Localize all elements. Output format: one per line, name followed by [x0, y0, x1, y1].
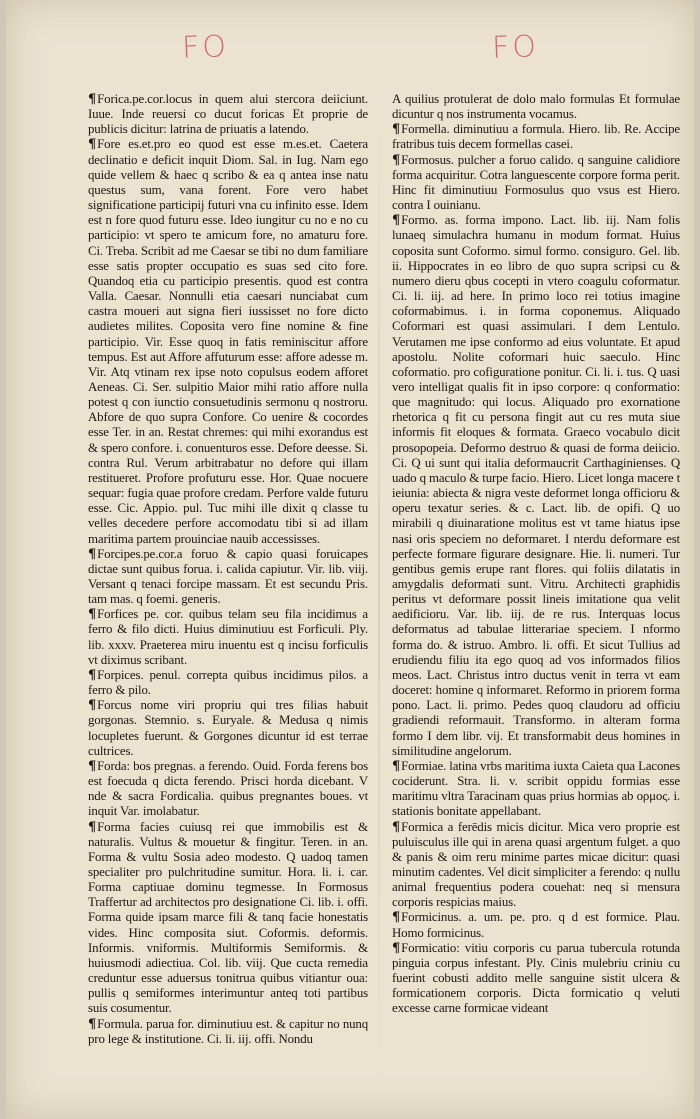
- right-column: [392, 92, 680, 1017]
- entry-forpices: [88, 668, 368, 698]
- entry-formula: [88, 1017, 368, 1047]
- entry-text: Forfices pe. cor. quibus telam seu fila incidimus a ferro & filo dicti. Huius diminutiuu est Forficuli. Ply. lib. xxxv. Praeterea miru inuentu est q incisu forficulis vt diximus scribant.: [88, 607, 368, 667]
- pilcrow-mark: ¶: [88, 698, 97, 714]
- pilcrow-mark: ¶: [88, 758, 97, 774]
- pilcrow-mark: ¶: [88, 546, 97, 562]
- pilcrow-mark: ¶: [392, 940, 401, 956]
- entry-text: Formiae. latina vrbs maritima iuxta Caieta qua Lacones cociderunt. Stra. li. v. scribit oppidu formias esse maritimu vltra Taracinam quas prius hormias ab ορμος. i. stationis bonitate appellabant.: [392, 758, 680, 819]
- entry-formica: [392, 820, 680, 911]
- pilcrow-mark: ¶: [392, 910, 401, 926]
- entry-text: Formula. parua for. diminutiuu est. & capitur no nunq pro lege & institutione. Ci. li. iij. offi. Nondu: [88, 1016, 368, 1046]
- pilcrow-mark: ¶: [88, 1016, 97, 1032]
- entry-text: Formicinus. a. um. pe. pro. q d est formice. Plau. Homo formicinus.: [392, 910, 680, 940]
- entry-forfices: [88, 607, 368, 668]
- entry-formo: [392, 213, 680, 759]
- entry-formicinus: [392, 910, 680, 940]
- entry-text: Formo. as. forma impono. Lact. lib. iij. Nam folis lunaeq simulachra humanu in modum format. Huius coposita sunt Coformo. simul formo. consiguro. Gel. lib. ii. Hippocrates in eo libro de quo supra scripsi cu & numero dieru qbus cocepti in vtero coagulu coformatur. Ci. li. iij. ad here. In primo loco rei totius imagine coformabimus. i. in forma coponemus. Aliquado Coformari est quasi assimulari. I dem Lentulo. Verutamen me ipse conformo ad eius voluntate. Et apud apostolu. Nolite coformari huic saeculo. Hinc coformatio. pro cofiguratione ponitur. Ci. li. i. tus. Q uasi vero intelligat qualis fit in ipso corpore: q conformatio: que magnitudo: qui locus. Aliquado pro exornatione rhetorica q fit cu persona fingit aut cu res muta siue informis fit eloques & formata. Graeco vocabulo dicit prosopopeia. Deformo destruo & quasi de forma deiicio. Ci. Q ui sunt qui italia deformaucrit Carthaginienses. Q uado q maculo & turpe facio. Hiero. Licet longa macere t ieiunia: abiecta & nigra veste deformet longa officioru & operu texatur series. & c. Lact. lib. de opifi. Q uo mirabili q diuinaratione molitus est vt tame hiatus ipse nasi oris speciem no deformaret. I nterdu deformare est perfecte formare figurare designare. Hie. li. numeri. Tur gentibus gemis erupe rant flores. qui foliis dilatatis in amygdalis deformati sunt. Vitru. Architecti graphidis peritus vt deformare possit lineis imitatione qua velit aedificioru. Var. lib. iij. de re rus. Interquas locus deformatus ad tabulae litterariae speciem. I nformo forma do. & istruo. Ambro. li. offi. Et sicut Tullius ad erudiendu filiu ita ego quoq ad vos informados filios meos. Lact. Christus intro ductus venit in terra vt eam doceret: homine q informaret. Reformo in priorem forma pono. Lact. li. primo. Pedes quoq claudoru ad officiu gradiendi reformauit. Transformo. in alteram forma formo I dem libr. vij. Et transformabit deus homines in similitudine angelorum.: [392, 213, 680, 758]
- entry-text: Formella. diminutiuu a formula. Hiero. lib. Re. Accipe fratribus tuis decem formellas casei.: [392, 122, 680, 152]
- pilcrow-mark: ¶: [88, 667, 97, 683]
- entry-forica: [88, 92, 368, 137]
- pilcrow-mark: ¶: [392, 213, 401, 229]
- entry-text: A quilius protulerat de dolo malo formulas Et formulae dicuntur q nos instrumenta vocamus.: [392, 92, 680, 122]
- entry-forcipes: [88, 547, 368, 608]
- entry-text: Forma facies cuiusq rei que immobilis est & naturalis. Vultus & mouetur & fingitur. Teren. in an. Forma & vultu Sosia adeo modesto. Q uadoq tamen specialiter pro pulchritudine sumitur. Hora. li. i. car. Forma captiuae dominu tegmesse. In Formosus Traffertur ad architectos pro designatione Ci. lib. i. offi. Forma quide ipsam marce fili & tanq facie honestatis vides. Hinc composita siut. Coformis. deformis. Informis. vniformis. Multiformis Semiformis. & huiusmodi adiectiua. Col. lib. viij. Que cucta remedia creduntur esse aduersus tonitrua quibus vitiantur oua: pullis q semiformes interimuntur anteq toti partibus suis cosumentur.: [88, 819, 368, 1016]
- entry-formiae: [392, 759, 680, 820]
- pilcrow-mark: ¶: [392, 758, 401, 774]
- entry-formella: [392, 122, 680, 152]
- entry-forma: [88, 820, 368, 1017]
- entry-formosus: [392, 153, 680, 214]
- entry-text: Formosus. pulcher a foruo calido. q sanguine calidiore forma acquiritur. Cotra languescente corpore forma perit. Hinc fit diminutiuu Formosulus quo vsus est Hiero. contra I ouinianu.: [392, 152, 680, 213]
- book-page: [6, 0, 694, 1119]
- entry-fore: [88, 137, 368, 546]
- pilcrow-mark: ¶: [392, 819, 401, 835]
- entry-continuation: [392, 92, 680, 122]
- entry-text: Forda: bos pregnas. a ferendo. Ouid. Forda ferens bos est foecuda q dicta ferendo. Prisci horda dicebant. V nde & sacra Fordicalia. quibus pregnantes boues. vt inquit Var. imolabatur.: [88, 758, 368, 819]
- entry-text: Forpices. penul. correpta quibus incidimus pilos. a ferro & pilo.: [88, 667, 368, 698]
- column-gutter: [378, 90, 380, 1090]
- margin-note-right: FO: [491, 29, 540, 66]
- entry-text: Formicatio: vitiu corporis cu parua tubercula rotunda pinguia corpus infestant. Ply. Cinis mulebriu criniu cu fuerint cobusti addito melle sanguine sistit ulcera & formicationem corporis. Dicta formicatio q veluti excesse carne formicae videant: [392, 940, 680, 1016]
- pilcrow-mark: ¶: [88, 137, 97, 153]
- entry-forda: [88, 759, 368, 820]
- left-column: [88, 92, 368, 1047]
- pilcrow-mark: ¶: [88, 607, 97, 623]
- entry-forcus: [88, 698, 368, 759]
- entry-text: Forcus nome viri propriu qui tres filias habuit gorgonas. Stemnio. s. Euryale. & Medusa q nimis locupletes fuerunt. & Gorgones dicuntur id est terrae cultrices.: [88, 698, 368, 758]
- entry-text: Forica.pe.cor.locus in quem alui stercora deiiciunt. Iuue. Inde reuersi co ducut foricas Et proprie de publicis dicitur: latrina de priuatis a latendo.: [88, 92, 368, 137]
- entry-text: Fore es.et.pro eo quod est esse m.es.et. Caetera declinatio e deficit inquit Diom. Sal. in Iug. Nam ego quide vellem & haec q scribo & ea q antea inse natu questus sum, vana forent. Fore vero habet significatione participij futuri vna cu infinito esse. Idem est n fore quod futuru esse. Ideo iungitur cu no e no cu participio: vt spero te amicum fore, no amaturu fore. Ci. Treba. Scribit ad me Caesar se tibi no dum familiare esse satis propter occupatio es suas sed cito fore. Quandoq etia cu participio presentis. quod est contra Valla. Caesar. Nonnulli etia caesari nunciabat cum castra moueri aut signa fieri iussisset no fore dicto audietes milites. Coposita vero fine nomine & fine participio. Vir. Esse quoq in fatis reminiscitur affore tempus. Est aut Affore affuturum esse: affore adesse m. Vir. Atq vtinam rex ipse noto copulsus eodem afforet Aeneas. Ci. Ser. sulpitio Maior mihi ratio affore nulla potest q con iunctio consuetudinis sermonu q nostroru. Abfore de quo supra Confore. Co uenire & cocordes esse Ter. in an. Restat chremes: qui mihi exorandus est & spero confore. i. conuenturos esse. Defore deesse. Si. contra Rul. Verum arbitrabatur no defore qui illam restitueret. Profore profuturu esse. Hor. Quae nocuere sequar: fugia quae profore credam. Perfore valde futuru esse. Cic. Appio. pul. Tuc mihi ille dixit q classe tu velles decedere perfore accomodatu tibi si ad illam maritima partem prouinciae nauib accessisses.: [88, 137, 368, 546]
- entry-formicatio: [392, 941, 680, 1017]
- pilcrow-mark: ¶: [392, 122, 401, 138]
- margin-note-left: FO: [181, 29, 230, 66]
- entry-text: Formica a ferēdis micis dicitur. Mica vero proprie est puluisculus ille qui in arena quasi argentum fulget. a quo & panis & oim reru minime partes micae dicitur: quasi minutim cadentes. Vel dicit simpliciter a ferendo: q nullu animal frequentius podera couehat: neq si mensura corporis respicias maius.: [392, 819, 680, 910]
- pilcrow-mark: ¶: [88, 819, 97, 835]
- pilcrow-mark: ¶: [392, 152, 401, 168]
- pilcrow-mark: ¶: [88, 92, 97, 107]
- entry-text: Forcipes.pe.cor.a foruo & capio quasi foruicapes dictae sunt quibus forua. i. calida capiutur. Vir. lib. viij. Versant q tenaci forcipe massam. Et est secundu Pris. tam mas. q foemi. generis.: [88, 546, 368, 607]
